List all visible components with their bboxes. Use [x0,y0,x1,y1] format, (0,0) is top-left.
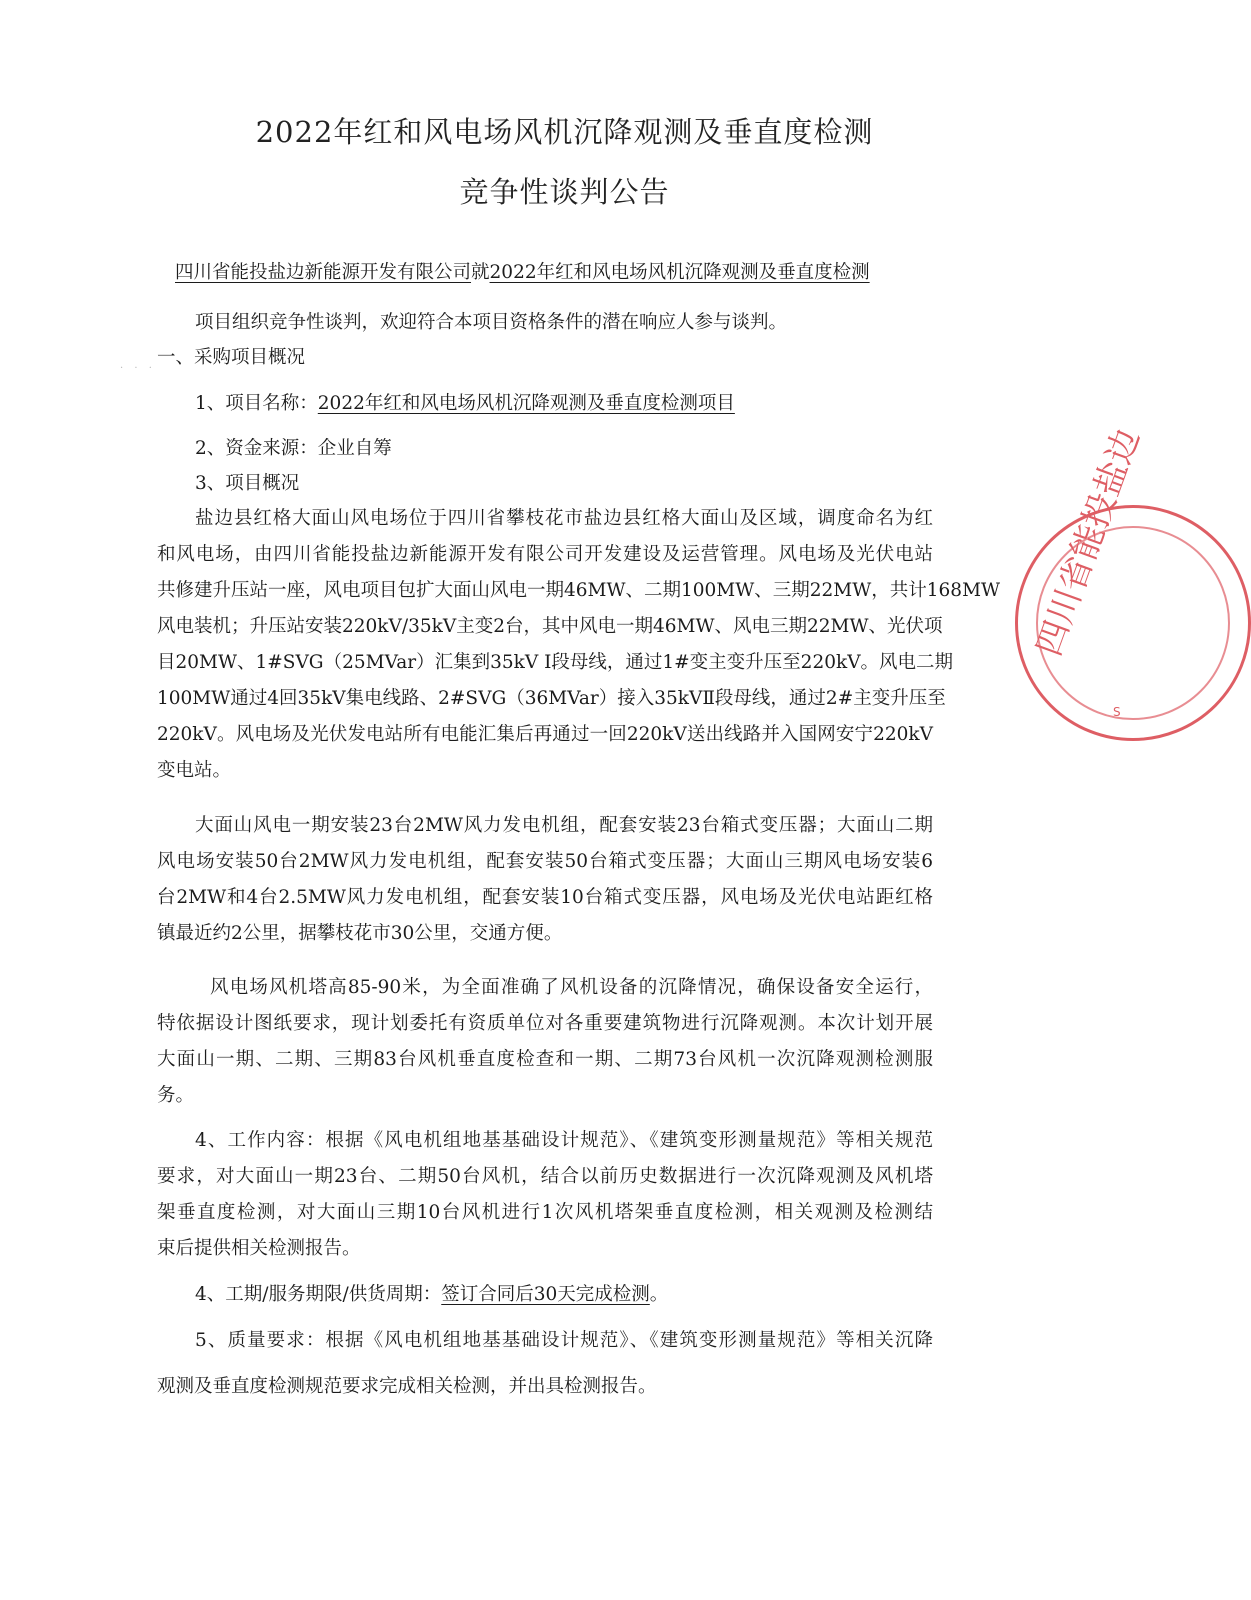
intro-connector: 就 [471,262,490,283]
para3-line: 大面山一期、二期、三期83台风机垂直度检查和一期、二期73台风机一次沉降观测检测服 [157,1049,933,1070]
section1-heading: 一、采购项目概况 [157,347,306,368]
para1-line: 100MW通过4回35kV集电线路、2#SVG（36MVar）接入35kVⅡ段母线，通过2#主变升压至 [157,688,946,709]
scan-artifact: · · · [120,363,156,374]
seal-graphic [1018,423,1248,738]
para1-line: 变电站。 [157,760,232,781]
para3-line: 风电场风机塔高85-90米，为全面准确了风机设备的沉降情况，确保设备安全运行， [210,977,933,998]
para1-line: 风电装机；升压站安装220kV/35kV主变2台，其中风电一期46MW、风电三期22MW、光伏项 [157,616,943,637]
item4-line: 束后提供相关检测报告。 [157,1238,361,1259]
item1-project-name [195,393,735,415]
para3-line: 务。 [157,1085,195,1106]
para2-line: 大面山风电一期安装23台2MW风力发电机组，配套安装23台箱式变压器；大面山二期 [195,815,933,836]
svg-text:四川省能投盐边: 四川省能投盐边 [1028,423,1148,662]
document-title-line1: 2022年红和风电场风机沉降观测及垂直度检测 [255,115,874,149]
item4-line: 4、工作内容：根据《风电机组地基基础设计规范》、《建筑变形测量规范》等相关规范 [195,1130,933,1151]
schedule-label: 4、工期/服务期限/供货周期： [195,1284,442,1305]
item2-funding: 2、资金来源：企业自筹 [195,438,392,459]
item1-value: 2022年红和风电场风机沉降观测及垂直度检测项目 [317,393,735,414]
para3-line: 特依据设计图纸要求，现计划委托有资质单位对各重要建筑物进行沉降观测。本次计划开展 [157,1013,933,1034]
company-seal-stamp [1015,423,1251,741]
para2-line: 台2MW和4台2.5MW风力发电机组，配套安装10台箱式变压器，风电场及光伏电站距红格 [157,887,933,908]
svg-text:S: S [1113,705,1121,719]
item4-line: 架垂直度检测，对大面山三期10台风机进行1次风机塔架垂直度检测，相关观测及检测结 [157,1202,933,1223]
para1-line: 220kV。风电场及光伏发电站所有电能汇集后再通过一回220kV送出线路并入国网安宁220kV [157,724,933,745]
item1-label: 1、项目名称： [195,393,318,414]
para2-line: 镇最近约2公里，据攀枝花市30公里，交通方便。 [157,923,563,944]
para1-line: 共修建升压站一座，风电项目包扩大面山风电一期46MW、二期100MW、三期22MW，共计168MW [157,580,1001,601]
item5-line: 5、质量要求：根据《风电机组地基基础设计规范》、《建筑变形测量规范》等相关沉降 [195,1330,933,1351]
company-name: 四川省能投盐边新能源开发有限公司 [175,262,472,283]
item5-line: 观测及垂直度检测规范要求完成相关检测，并出具检测报告。 [157,1376,657,1397]
item4-line: 要求，对大面山一期23台、二期50台风机，结合以前历史数据进行一次沉降观测及风机塔 [157,1166,933,1187]
document-title-line2: 竞争性谈判公告 [459,175,670,209]
schedule-value: 签订合同后30天完成检测 [441,1284,650,1305]
intro-line1 [175,262,870,284]
intro-line2: 项目组织竞争性谈判，欢迎符合本项目资格条件的潜在响应人参与谈判。 [195,312,788,333]
para1-line: 和风电场，由四川省能投盐边新能源开发有限公司开发建设及运营管理。风电场及光伏电站 [157,544,933,565]
para1-line: 盐边县红格大面山风电场位于四川省攀枝花市盐边县红格大面山及区域，调度命名为红 [195,508,933,529]
item4-schedule [195,1284,668,1306]
schedule-end: 。 [649,1284,669,1305]
para2-line: 风电场安装50台2MW风力发电机组，配套安装50台箱式变压器；大面山三期风电场安装6 [157,851,933,872]
item3-overview: 3、项目概况 [195,473,300,494]
project-reference: 2022年红和风电场风机沉降观测及垂直度检测 [489,262,870,283]
para1-line: 目20MW、1#SVG（25MVar）汇集到35kV Ⅰ段母线，通过1#变主变升压至220kV。风电二期 [157,652,954,673]
